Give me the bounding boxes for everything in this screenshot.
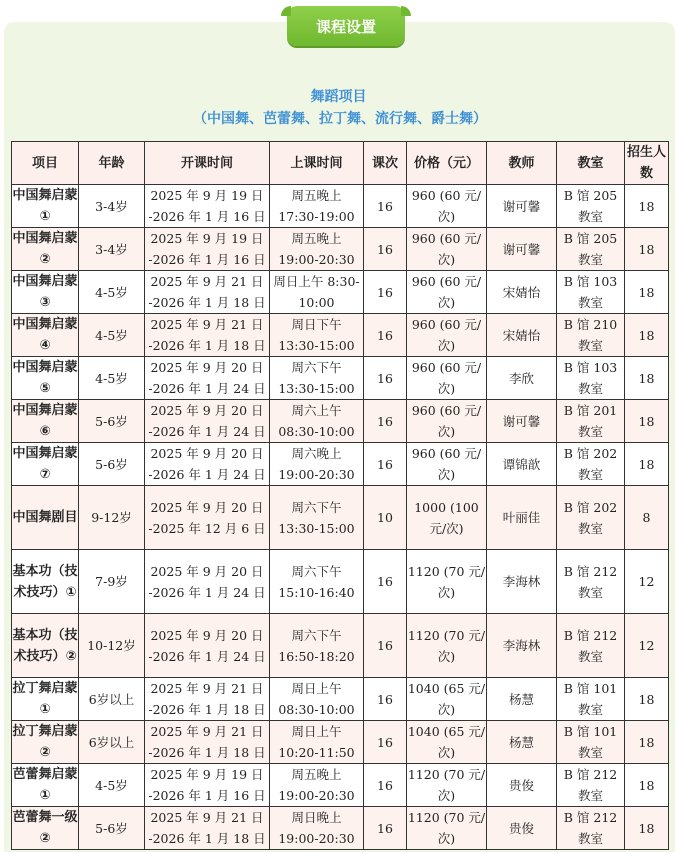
header-project: 项目 — [12, 142, 79, 185]
table-header-row — [12, 142, 669, 185]
cell-class-time: 周五晚上 17:30-19:00 — [270, 185, 364, 228]
cell-class-time: 周日下午 13:30-15:00 — [270, 314, 364, 357]
cell-price: 1120 (70 元/次) — [407, 807, 487, 850]
cell-project: 中国舞启蒙⑦ — [12, 443, 79, 486]
cell-teacher: 宋婧怡 — [487, 314, 557, 357]
cell-teacher: 李海林 — [487, 614, 557, 678]
cell-age: 5-6岁 — [79, 807, 145, 850]
cell-teacher: 贵俊 — [487, 807, 557, 850]
table-row — [12, 678, 669, 721]
cell-start-date: 2025 年 9 月 19 日 -2026 年 1 月 16 日 — [145, 228, 270, 271]
cell-price: 960 (60 元/次) — [407, 357, 487, 400]
cell-age: 6岁以上 — [79, 678, 145, 721]
cell-class-time: 周六上午 08:30-10:00 — [270, 400, 364, 443]
table-row — [12, 357, 669, 400]
header-teacher: 教师 — [487, 142, 557, 185]
cell-project: 基本功（技术技巧）① — [12, 550, 79, 614]
header-age: 年龄 — [79, 142, 145, 185]
cell-teacher: 杨慧 — [487, 721, 557, 764]
table-row — [12, 228, 669, 271]
cell-project: 拉丁舞启蒙① — [12, 678, 79, 721]
cell-project: 中国舞启蒙③ — [12, 271, 79, 314]
cell-start-date: 2025 年 9 月 20 日 -2026 年 1 月 24 日 — [145, 550, 270, 614]
table-row — [12, 185, 669, 228]
cell-teacher: 宋婧怡 — [487, 271, 557, 314]
cell-project: 中国舞启蒙⑤ — [12, 357, 79, 400]
cell-age: 10-12岁 — [79, 614, 145, 678]
cell-classroom: B 馆 202 教室 — [557, 443, 625, 486]
cell-classroom: B 馆 205 教室 — [557, 228, 625, 271]
cell-price: 1000 (100 元/次) — [407, 486, 487, 550]
cell-sessions: 16 — [364, 357, 407, 400]
cell-teacher: 李海林 — [487, 550, 557, 614]
table-row — [12, 443, 669, 486]
cell-price: 960 (60 元/次) — [407, 443, 487, 486]
cell-teacher: 杨慧 — [487, 678, 557, 721]
cell-quota: 18 — [625, 443, 669, 486]
table-row — [12, 550, 669, 614]
cell-price: 1120 (70 元/次) — [407, 614, 487, 678]
cell-age: 5-6岁 — [79, 400, 145, 443]
cell-sessions: 16 — [364, 550, 407, 614]
cell-classroom: B 馆 103 教室 — [557, 357, 625, 400]
cell-price: 1120 (70 元/次) — [407, 764, 487, 807]
cell-class-time: 周六晚上 19:00-20:30 — [270, 443, 364, 486]
cell-class-time: 周五晚上 19:00-20:30 — [270, 764, 364, 807]
cell-price: 1040 (65 元/次) — [407, 721, 487, 764]
cell-classroom: B 馆 212 教室 — [557, 550, 625, 614]
cell-price: 1040 (65 元/次) — [407, 678, 487, 721]
header-classroom: 教室 — [557, 142, 625, 185]
table-row — [12, 807, 669, 850]
cell-age: 7-9岁 — [79, 550, 145, 614]
cell-sessions: 16 — [364, 678, 407, 721]
cell-sessions: 16 — [364, 614, 407, 678]
cell-project: 芭蕾舞启蒙① — [12, 764, 79, 807]
cell-project: 中国舞启蒙② — [12, 228, 79, 271]
cell-classroom: B 馆 212 教室 — [557, 614, 625, 678]
cell-start-date: 2025 年 9 月 21 日 -2026 年 1 月 18 日 — [145, 271, 270, 314]
section-title: 舞蹈项目 — [310, 89, 367, 105]
cell-classroom: B 馆 202 教室 — [557, 486, 625, 550]
cell-class-time: 周日上午 8:30-10:00 — [270, 271, 364, 314]
cell-classroom: B 馆 201 教室 — [557, 400, 625, 443]
cell-start-date: 2025 年 9 月 21 日 -2026 年 1 月 18 日 — [145, 807, 270, 850]
cell-age: 4-5岁 — [79, 314, 145, 357]
table-row — [12, 764, 669, 807]
cell-teacher: 贵俊 — [487, 764, 557, 807]
table-row — [12, 271, 669, 314]
cell-start-date: 2025 年 9 月 20 日 -2026 年 1 月 24 日 — [145, 357, 270, 400]
cell-price: 960 (60 元/次) — [407, 314, 487, 357]
cell-class-time: 周日上午 08:30-10:00 — [270, 678, 364, 721]
cell-start-date: 2025 年 9 月 20 日 -2025 年 12 月 6 日 — [145, 486, 270, 550]
cell-project: 拉丁舞启蒙② — [12, 721, 79, 764]
cell-quota: 12 — [625, 614, 669, 678]
cell-project: 芭蕾舞一级② — [12, 807, 79, 850]
cell-sessions: 16 — [364, 228, 407, 271]
cell-class-time: 周日上午 10:20-11:50 — [270, 721, 364, 764]
cell-start-date: 2025 年 9 月 21 日 -2026 年 1 月 18 日 — [145, 314, 270, 357]
cell-price: 960 (60 元/次) — [407, 271, 487, 314]
cell-class-time: 周六下午 13:30-15:00 — [270, 486, 364, 550]
cell-class-time: 周六下午 13:30-15:00 — [270, 357, 364, 400]
cell-start-date: 2025 年 9 月 19 日 -2026 年 1 月 16 日 — [145, 764, 270, 807]
cell-start-date: 2025 年 9 月 20 日 -2026 年 1 月 24 日 — [145, 400, 270, 443]
cell-age: 3-4岁 — [79, 228, 145, 271]
cell-sessions: 16 — [364, 400, 407, 443]
cell-teacher: 李欣 — [487, 357, 557, 400]
cell-teacher: 谢可馨 — [487, 400, 557, 443]
cell-age: 3-4岁 — [79, 185, 145, 228]
header-sessions: 课次 — [364, 142, 407, 185]
cell-classroom: B 馆 103 教室 — [557, 271, 625, 314]
cell-start-date: 2025 年 9 月 20 日 -2026 年 1 月 24 日 — [145, 614, 270, 678]
cell-quota: 18 — [625, 764, 669, 807]
table-row — [12, 400, 669, 443]
cell-sessions: 16 — [364, 764, 407, 807]
cell-sessions: 10 — [364, 486, 407, 550]
cell-classroom: B 馆 210 教室 — [557, 314, 625, 357]
cell-age: 5-6岁 — [79, 443, 145, 486]
cell-classroom: B 馆 101 教室 — [557, 721, 625, 764]
cell-quota: 18 — [625, 678, 669, 721]
cell-quota: 18 — [625, 400, 669, 443]
cell-sessions: 16 — [364, 807, 407, 850]
header-price: 价格（元） — [407, 142, 487, 185]
cell-project: 中国舞启蒙① — [12, 185, 79, 228]
header-class-time: 上课时间 — [270, 142, 364, 185]
cell-quota: 18 — [625, 721, 669, 764]
cell-quota: 18 — [625, 271, 669, 314]
cell-quota: 8 — [625, 486, 669, 550]
cell-price: 960 (60 元/次) — [407, 185, 487, 228]
table-row — [12, 721, 669, 764]
table-row — [12, 314, 669, 357]
table-row — [12, 614, 669, 678]
cell-start-date: 2025 年 9 月 21 日 -2026 年 1 月 18 日 — [145, 721, 270, 764]
cell-classroom: B 馆 212 教室 — [557, 764, 625, 807]
header-start-date: 开课时间 — [145, 142, 270, 185]
cell-age: 6岁以上 — [79, 721, 145, 764]
cell-sessions: 16 — [364, 271, 407, 314]
section-subtitle: （中国舞、芭蕾舞、拉丁舞、流行舞、爵士舞） — [150, 108, 530, 132]
cell-project: 中国舞启蒙⑥ — [12, 400, 79, 443]
cell-project: 中国舞启蒙④ — [12, 314, 79, 357]
cell-sessions: 16 — [364, 443, 407, 486]
cell-price: 960 (60 元/次) — [407, 400, 487, 443]
cell-class-time: 周六下午 15:10-16:40 — [270, 550, 364, 614]
cell-classroom: B 馆 205 教室 — [557, 185, 625, 228]
cell-age: 4-5岁 — [79, 271, 145, 314]
cell-sessions: 16 — [364, 185, 407, 228]
cell-age: 9-12岁 — [79, 486, 145, 550]
cell-class-time: 周日晚上 19:00-20:30 — [270, 807, 364, 850]
cell-classroom: B 馆 212 教室 — [557, 807, 625, 850]
cell-classroom: B 馆 101 教室 — [557, 678, 625, 721]
cell-teacher: 谢可馨 — [487, 185, 557, 228]
cell-age: 4-5岁 — [79, 764, 145, 807]
cell-start-date: 2025 年 9 月 19 日 -2026 年 1 月 16 日 — [145, 185, 270, 228]
cell-class-time: 周五晚上 19:00-20:30 — [270, 228, 364, 271]
cell-sessions: 16 — [364, 721, 407, 764]
cell-start-date: 2025 年 9 月 20 日 -2026 年 1 月 24 日 — [145, 443, 270, 486]
course-table — [11, 141, 669, 850]
cell-quota: 18 — [625, 357, 669, 400]
cell-teacher: 谢可馨 — [487, 228, 557, 271]
cell-project: 中国舞剧目 — [12, 486, 79, 550]
header-quota: 招生人数 — [625, 142, 669, 185]
cell-teacher: 谭锦歆 — [487, 443, 557, 486]
cell-start-date: 2025 年 9 月 21 日 -2026 年 1 月 18 日 — [145, 678, 270, 721]
cell-quota: 12 — [625, 550, 669, 614]
cell-project: 基本功（技术技巧）② — [12, 614, 79, 678]
cell-class-time: 周六下午 16:50-18:20 — [270, 614, 364, 678]
cell-price: 960 (60 元/次) — [407, 228, 487, 271]
cell-quota: 18 — [625, 228, 669, 271]
cell-quota: 18 — [625, 314, 669, 357]
course-settings-tab[interactable]: 课程设置 — [287, 6, 405, 46]
cell-sessions: 16 — [364, 314, 407, 357]
cell-price: 1120 (70 元/次) — [407, 550, 487, 614]
cell-quota: 18 — [625, 807, 669, 850]
cell-age: 4-5岁 — [79, 357, 145, 400]
cell-quota: 18 — [625, 185, 669, 228]
table-row — [12, 486, 669, 550]
cell-teacher: 叶丽佳 — [487, 486, 557, 550]
